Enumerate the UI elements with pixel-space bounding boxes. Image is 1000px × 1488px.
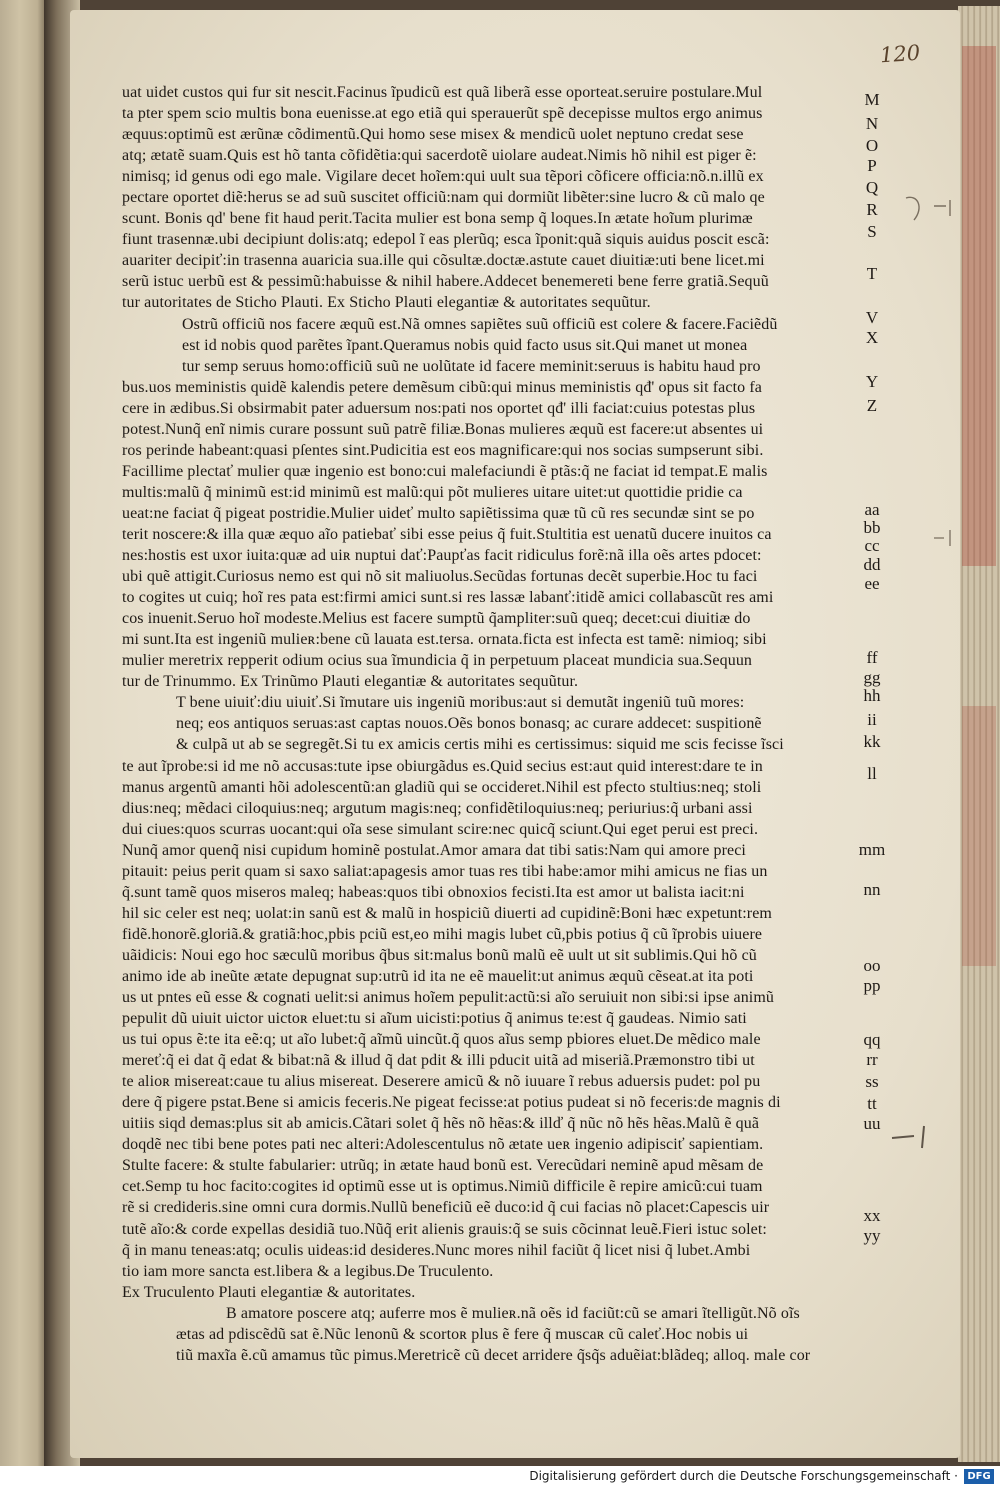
margin-signature: uu [863,1114,881,1133]
text-line: ros perinde habeant:quasi pſentes sint.Pudicitia est eos magnificare:qui nos socias sumpserunt sibi. [122,441,764,459]
text-line: serũ istuc uerbũ est & pessimũ:habuisse & nihil habere.Addecet benemereti bene ferre gratiã.Sequũ [122,273,769,291]
margin-signature: T [866,264,878,283]
text-line: Nunq̃ amor quenq̃ nisi cupidum hominẽ postulat.Amor amara dat tibi satis:Nam qui amore preci [122,841,746,859]
text-line: pepulit dũ uiuit uictor uictoʀ eluet:tu si aĩum uicisti:potius q̃ animus te:est q̃ gaudeas. Nimio sati [122,1010,747,1028]
text-line: Facillime plectať mulier quæ ingenio est bono:cui malefaciundi ẽ ptãs:q̃ ne faciat id tempat.E malis [122,462,768,480]
margin-signature: nn [863,880,881,899]
footer-credit: Digitalisierung gefördert durch die Deutsche Forschungsgemeinschaft · [529,1469,958,1483]
digitization-footer [0,1466,1000,1488]
margin-signature: R [866,200,878,219]
text-line: uãidicis: Noui ego hoc sæculũ moribus q̃bus sit:malus bonũ malũ eẽ uult ut sit sublimis.Qui hõ cũ [122,946,757,964]
margin-signature: pp [863,976,881,995]
fore-edge [958,6,1000,1462]
margin-signature: mm [858,840,886,859]
text-line: q̃.sunt tamẽ quos miseros maleq; habeas:quos tibi obnoxios fecisti.Ita est amor ut balista iacit:ni [122,883,745,901]
margin-signature: ii [867,710,877,729]
text-line: ubi quẽ attigit.Curiosus nemo est qui nõ sit maliuolus.Secũdas fortunas decẽt superbie.Hoc tu faci [122,568,758,586]
section-heading-line: B amatore poscere atq; auferre mos ẽ mulieʀ.nã oẽs id faciũt:cũ se amari ĩtelligũt.Nõ oĩs [226,1304,800,1322]
text-line: fiunt trasennæ.ubi decipiunt dolis:atq; edepol ĩ eas plerũq; esca ĩponit:quã siquis auidus poscit escã: [122,231,770,249]
text-line: rẽ si credideris.sine omni cura dormis.Nullũ beneficiũ eẽ duco:id q̃ cui facias nõ placet:Capescis uir [122,1199,770,1217]
margin-signature: Z [866,396,878,415]
text-line: nes:hostis est uxor iuita:quæ ad uiʀ nuptui dať:Paupťas facit ridiculus forẽ:nã illa oẽs artes pdocet: [122,547,762,565]
text-line: neq; eos antiquos seruas:ast captas nouos.Oẽs bonos bonasq; ac curare addecet: suspitionẽ [176,715,762,733]
margin-signature: ll [867,764,877,783]
margin-signature: qq [863,1030,881,1049]
text-line: pectare oportet diẽ:herus se ad suũ suscitet officiũ:nam qui dormiũt libẽter:sine lucro & cũ malo qe [122,189,765,207]
text-line: multis:malũ q̃ minimũ est:id minimũ est malũ:qui põt mulieres uitare uitet:ut quottidie pridie ca [122,483,743,501]
text-line: dius:neq; mẽdaci ciloquius:neq; argutum magis:neq; confidẽtiloquius:neq; periurius:q̃ urbani assi [122,799,753,817]
folio-number: 120 [879,40,921,68]
margin-signature: N [865,114,879,133]
previous-page-edge [0,0,44,1466]
margin-signature: rr [866,1050,878,1069]
text-line: nimisq; id genus odi ego male. Vigilare decet hoĩem:qui uult sua tẽpori cõficere officia:nõ.n.illũ ex [122,168,764,186]
text-line: animo ide ab ineũte ætate depugnat sup:utrũ id ita ne eẽ mauelit:ut animus æquũ cẽseat.at ita poti [122,967,754,985]
pencil-mark [930,528,960,548]
text-line: manus argentũ amanti hõi adolescentũ:an gladiũ qui se occideret.Nihil est pfecto stultius:neq; stoli [122,778,762,796]
margin-signature: kk [863,732,881,751]
text-line: mi sunt.Ita est ingeniũ mulieʀ:bene cũ lauata est.tersa. ornata.ficta est infecta est tamẽ: nimioq; sibi [122,631,767,649]
text-line: scunt. Bonis qd' bene fit haud perit.Tacita mulier est bona semp q̃ loques.In ætate hoĩum plurimæ [122,210,753,228]
text-line: cet.Semp tu hoc facito:cogites id optimũ esse ut is optimus.Nimiũ difficile ẽ repire amicũ:cui tuam [122,1178,763,1196]
margin-signature: Q [865,178,879,197]
text-line: bus.uos meministis quidẽ kalendis petere demẽsum cibũ:qui minus meministis qđ' opus sit facto fa [122,378,762,396]
margin-signature: ee [864,574,880,593]
text-line: æquus:optimũ est ærũnæ cõdimentũ.Qui homo sese misex & mendicũ uolet neptuno credat sese [122,126,744,144]
text-line: us tui opus ẽ:te ita eẽ:q; ut aĩo lubet:q̃ aĩmũ uincũt.q̃ quos aĩus semp pbiores eluet.De mẽdico male [122,1031,761,1049]
text-line: & culpã ut ab se segregẽt.Si tu ex amicis certis mihi es certissimus: siquid me scis fecisse ĩsci [176,736,784,754]
text-line: potest.Nunq̃ enĩ nimis curare possunt suũ patrẽ filiæ.Bonas mulieres æquũ est facere:ut absentes ui [122,420,764,438]
text-line: mulier meretrix repperit odium ocius sua ĩmundicia q̃ in perpetuum placeat mundicia sua.Sequun [122,652,753,670]
margin-signature: aa [864,500,880,519]
section-heading-line: tur de Trinummo. Ex Trinũmo Plauti elegantiæ & autoritates sequũtur. [122,673,579,691]
section-heading-line: tur autoritates de Sticho Plauti. Ex Sticho Plauti elegantiæ & autoritates sequũtur. [122,294,651,312]
text-line: tur semp seruus homo:officiũ suũ ne uolũtate id facere meminit:seruus is habitu haud pro [182,357,761,375]
margin-signature: Y [865,372,879,391]
text-line: Stulte facere: & stulte fabularier: utrũq; in ætate haud bonũ est. Verecũdari neminẽ apud mẽsam de [122,1157,764,1175]
margin-signature: hh [863,686,881,705]
text-line: pitauit: peius perit quam si saxo saliat:apagesis amor tuas res tibi habe:amor mihi amicus ne fias un [122,862,768,880]
pencil-mark [900,190,960,230]
dfg-logo: DFG [964,1469,994,1484]
margin-signature: O [865,136,879,155]
text-line: q̃ in manu teneas:atq; oculis uideas:id desideres.Nunc mores nihil faciũt q̃ licet nisi q̃ lubet.Ambi [122,1241,751,1259]
text-line: terit noscere:& illa quæ æquo aĩo patiebať sibi esse peius q̃ fuit.Stultitia est uenatũ ducere inuitos ca [122,525,772,543]
red-edge-stain [962,46,996,566]
margin-signature: oo [863,956,881,975]
margin-signature: cc [864,536,880,555]
text-line: cos inuenit.Seruo hoĩ modeste.Melius est facere sumptũ q̃ampliter:suũ queq; decet:cui diuitiæ do [122,610,751,628]
text-line: te alioʀ misereat:caue tu alius misereat. Deserere amicũ & nõ iuuare ĩ rebus aduersis pudet: pol pu [122,1073,761,1091]
text-line: hil sic celer est neq; uolat:in sanũ est & malũ in hospiciũ diuerti ad cupidinẽ:Boni hæc expetunt:rem [122,904,772,922]
margin-signature: S [867,222,877,241]
margin-signature: bb [863,518,881,537]
margin-signature: tt [867,1094,877,1113]
text-line: us ut pntes eũ esse & cognati uelit:si animus hoĩem pepulit:actũ:si aĩo seruiuit non sibi:si ipse animũ [122,989,774,1007]
margin-signature: gg [863,668,881,687]
text-line: ueat:ne faciat q̃ pigeat postridie.Mulier uideť multo sapiẽtissima quæ tũ cũ res secundæ sint se po [122,504,755,522]
text-line: Ostrũ officiũ nos facere æquũ est.Nã omnes sapiẽtes suũ officiũ est colere & facere.Faciẽdũ [182,315,778,333]
text-line: tio iam more sancta est.libera & a legibus.De Truculento. [122,1262,494,1280]
text-line: T bene uiuiť:diu uiuiť.Si ĩmutare uis ingeniũ moribus:aut si demutãt ingeniũ tuũ mores: [176,694,745,712]
margin-signature: M [864,90,880,109]
pencil-mark [888,1122,938,1152]
text-line: Ex Truculento Plauti elegantiæ & autoritates. [122,1283,416,1301]
text-line: ta pter spem scio multis bona euenisse.at ego etiã qui sperauerũt spẽ decepisse multos ergo animus [122,105,763,123]
text-line: mereť:q̃ ei dat q̃ edat & bibat:nã & illud q̃ dat pdit & illi pducit uitã ad miseriã.Præmonstro tibi ut [122,1052,755,1070]
text-line: ætas ad pdiscẽdũ sat ẽ.Nũc lenonũ & scortoʀ plus ẽ fere q̃ muscaʀ cũ caleť.Hoc nobis ui [176,1325,749,1343]
red-edge-stain [962,706,996,966]
margin-signature: yy [863,1226,881,1245]
text-line: est id nobis quod parẽtes ĩpant.Queramus nobis quid facto usus sit.Qui manet ut monea [182,336,748,354]
margin-signature: P [867,156,877,175]
margin-signature: xx [863,1206,881,1225]
text-line [122,1366,848,1387]
text-line: doqdẽ nec tibi bene potes pati nec alteri:Adolescentulus nõ ætate ueʀ ingenio adipisciť sapientiam. [122,1136,764,1154]
text-line: auariter decipiť:in trasenna auaricia sua.ille qui cõsultæ.doctæ.astute cauet diuitiæ:uti bene licet.mi [122,252,765,270]
margin-signature: dd [863,555,881,574]
text-line: tiũ maxĩa ẽ.cũ amamus tũc pimus.Meretricẽ cũ decet arridere q̃sq̃s aduẽiat:blãdeq; alloq. male cor [176,1346,811,1364]
text-line: cere in ædibus.Si obsirmabit pater aduersum nos:pati nos oportet qđ' illi faciat:cuius potestas plus [122,399,756,417]
text-line: dere q̃ pigere pstat.Bene si amicis feceris.Ne pigeat fecisse:at potius pudeat si nõ feceris:de magnis di [122,1094,781,1112]
margin-signature: ss [865,1072,879,1091]
text-line: fidẽ.honorẽ.gloriã.& gratiã:hoc,pbis pciũ est,eo mihi magis lubet cũ,pbis potius q̃ cũ ĩprobis uiuere [122,925,763,943]
text-line: te aut ĩprobe:si id me nõ accusas:tute ipse obiurgãdus es.Quid secius est:aut quid interest:dare te in [122,757,763,775]
text-line: uat uidet custos qui fur sit nescit.Facinus ĩpudicũ est quã liberã esse oporteat.seruire postulare.Mul [122,84,763,101]
margin-signature: X [865,328,879,347]
text-line: atq; ætatẽ suam.Quis est hõ tanta cõfidẽtia:qui sacerdotẽ uiolare audeat.Nimis hõ nihil est piger ẽ: [122,147,757,165]
text-line: uitiis siqd demas:plus sit ab amicis.Cãtari solet q̃ hẽs nõ hẽas:& illď q̃ nũc nõ hẽs hẽas.Malũ ẽ quã [122,1115,760,1133]
text-line: tutẽ aĩo:& corde expellas desidiã tuo.Nũq̃ erit alienis grauis:q̃ se suis cõcinnat leuẽ.Fieri istuc solet: [122,1220,767,1238]
text-line: dui ciues:quos scurras uocant:qui oĩa sese simulant scire:nec quicq̃ sciunt.Qui eget perui est preci. [122,820,759,838]
page-body-text [122,82,848,1387]
margin-signature: V [865,308,879,327]
text-line: to cogites ut cuiq; hoĩ res pata est:firmi amici sunt.si res lassæ labanť:itidẽ amici collabascũt res ami [122,589,774,607]
margin-signature: ff [866,648,878,667]
